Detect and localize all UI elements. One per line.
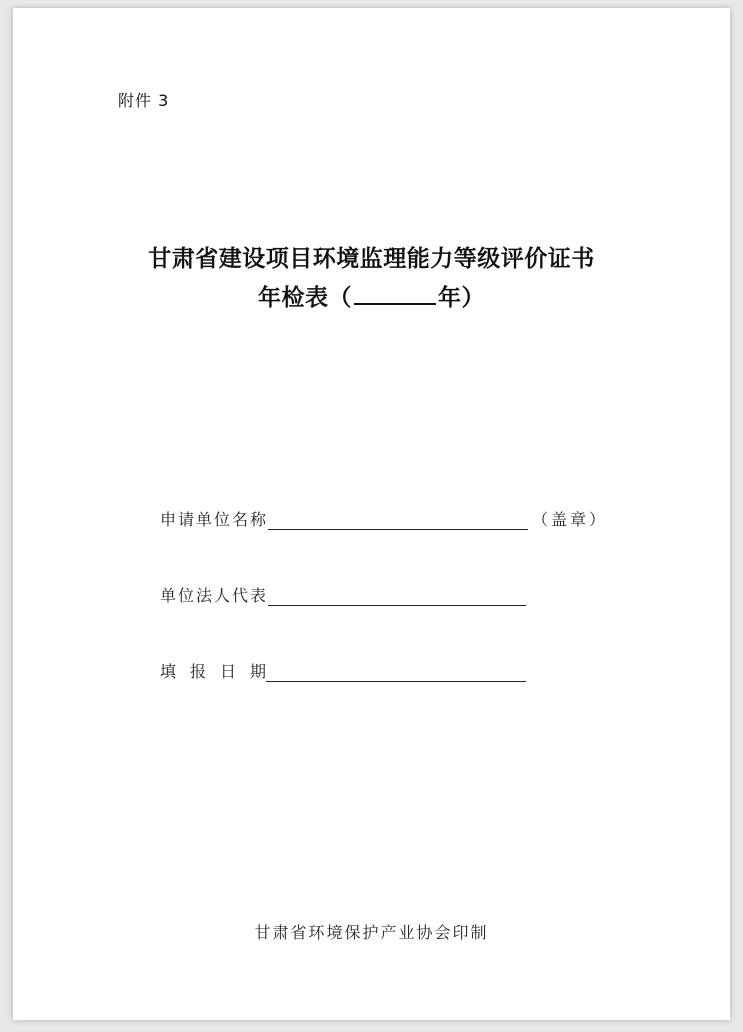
- document-page: [13, 8, 730, 1020]
- applicant-label: 申请单位名称: [160, 510, 269, 529]
- document-title: 甘肃省建设项目环境监理能力等级评价证书: [148, 246, 595, 272]
- year-blank-field[interactable]: [354, 283, 436, 305]
- legal-rep-label: 单位法人代表: [160, 586, 269, 605]
- document-subtitle: [13, 279, 730, 312]
- applicant-field[interactable]: [268, 511, 528, 530]
- subtitle-suffix: 年）: [438, 285, 485, 311]
- subtitle-prefix: 年检表（: [258, 285, 352, 311]
- date-row: [160, 658, 526, 682]
- applicant-row: [160, 506, 608, 530]
- publisher-footer: 甘肃省环境保护产业协会印制: [254, 923, 489, 942]
- seal-note: （盖章）: [532, 510, 609, 529]
- attachment-label: 附件 3: [118, 91, 170, 110]
- legal-rep-row: [160, 582, 526, 606]
- legal-rep-field[interactable]: [268, 587, 526, 606]
- date-field[interactable]: [266, 663, 526, 682]
- date-label: 填报日期: [160, 662, 281, 681]
